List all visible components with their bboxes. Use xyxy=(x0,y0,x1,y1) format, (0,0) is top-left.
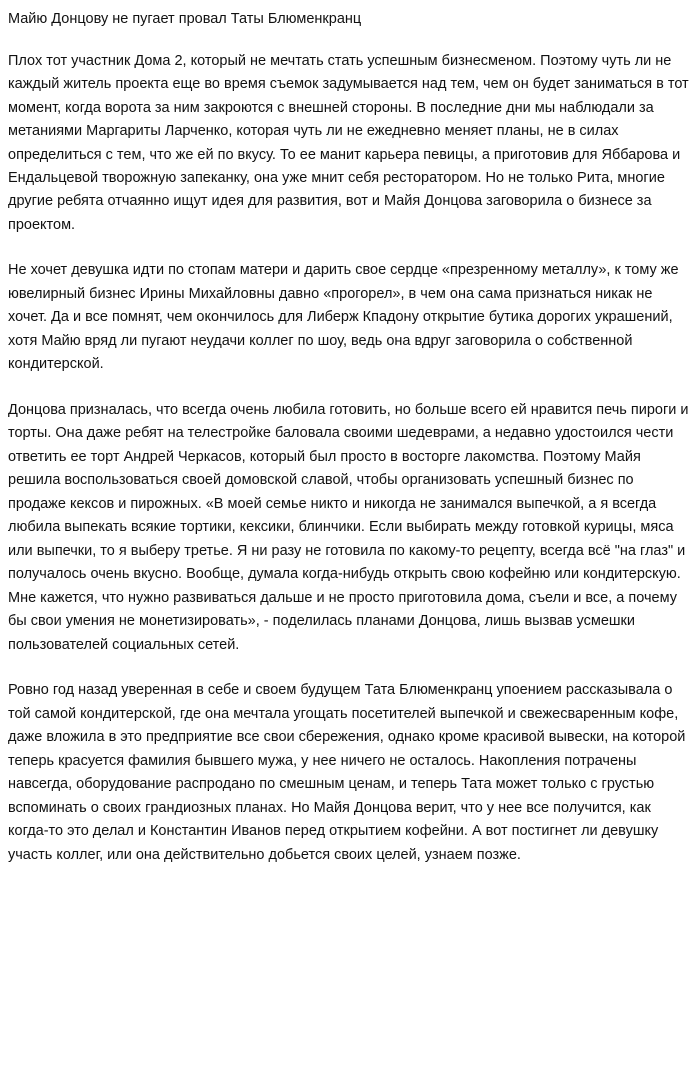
article-paragraph: Донцова призналась, что всегда очень любила готовить, но больше всего ей нравится печь пироги и торты. Она даже ребят на телестройке баловала своими шедеврами, а недавно удостоился чести ответить ее торт Андрей Черкасов, который был просто в восторге лакомства. Поэтому Майя решила воспользоваться своей домовской славой, чтобы организовать успешный бизнес по продаже кексов и пирожных. «В моей семье никто и никогда не занимался выпечкой, а я всегда любила выпекать всякие тортики, кексики, блинчики. Если выбирать между готовкой курицы, мяса или выпечки, то я выберу третье. Я ни разу не готовила по какому-то рецепту, всегда всё "на глаз" и получалось очень вкусно. Вообще, думала когда-нибудь открыть свою кофейню или кондитерскую. Мне кажется, что нужно развиваться дальше и не просто приготовила дома, съели и все, а почему бы свои умения не монетизировать», - поделилась планами Донцова, лишь вызвав усмешки пользователей социальных сетей. xyxy=(8,401,689,653)
page-title: Майю Донцову не пугает провал Таты Блюменкранц xyxy=(8,11,362,27)
article-body xyxy=(8,50,692,868)
article-paragraph: Плох тот участник Дома 2, который не мечтать стать успешным бизнесменом. Поэтому чуть ли не каждый житель проекта еще во время съемок задумывается над тем, чем он будет заниматься в тот момент, когда ворота за ним закроются с внешней стороны. В последние дни мы наблюдали за метаниями Маргариты Ларченко, которая чуть ли не ежедневно меняет планы, не в силах определиться с тем, что же ей по вкусу. То ее манит карьера певицы, а приготовив для Яббарова и Ендальцевой творожную запеканку, она уже мнит себя ресторатором. Но не только Рита, многие другие ребята отчаянно ищут идея для развития, вот и Майя Донцова заговорила о бизнесе за проектом. xyxy=(8,52,689,233)
article-paragraph: Не хочет девушка идти по стопам матери и дарить свое сердце «презренному металлу», к тому же ювелирный бизнес Ирины Михайловны давно «прогорел», в чем она сама признаться никак не хочет. Да и все помнят, чем окончилось для Либерж Кпадону открытие бутика дорогих украшений, хотя Майю вряд ли пугают неудачи коллег по шоу, ведь она вдруг заговорила о собственной кондитерской. xyxy=(8,262,679,373)
article-paragraph: Ровно год назад уверенная в себе и своем будущем Тата Блюменкранц упоением рассказывала о той самой кондитерской, где она мечтала угощать посетителей выпечкой и свежесваренным кофе, даже вложила в это предприятие все свои сбережения, однако кроме красивой вывески, на которой теперь красуется фамилия бывшего мужа, у нее ничего не осталось. Накопления потрачены навсегда, оборудование распродано по смешным ценам, и теперь Тата может только с грустью вспоминать о своих грандиозных планах. Но Майя Донцова верит, что у нее все получится, как когда-то это делал и Константин Иванов перед открытием кофейни. А вот постигнет ли девушку участь коллег, или она действительно добьется своих целей, узнаем позже. xyxy=(8,682,686,863)
